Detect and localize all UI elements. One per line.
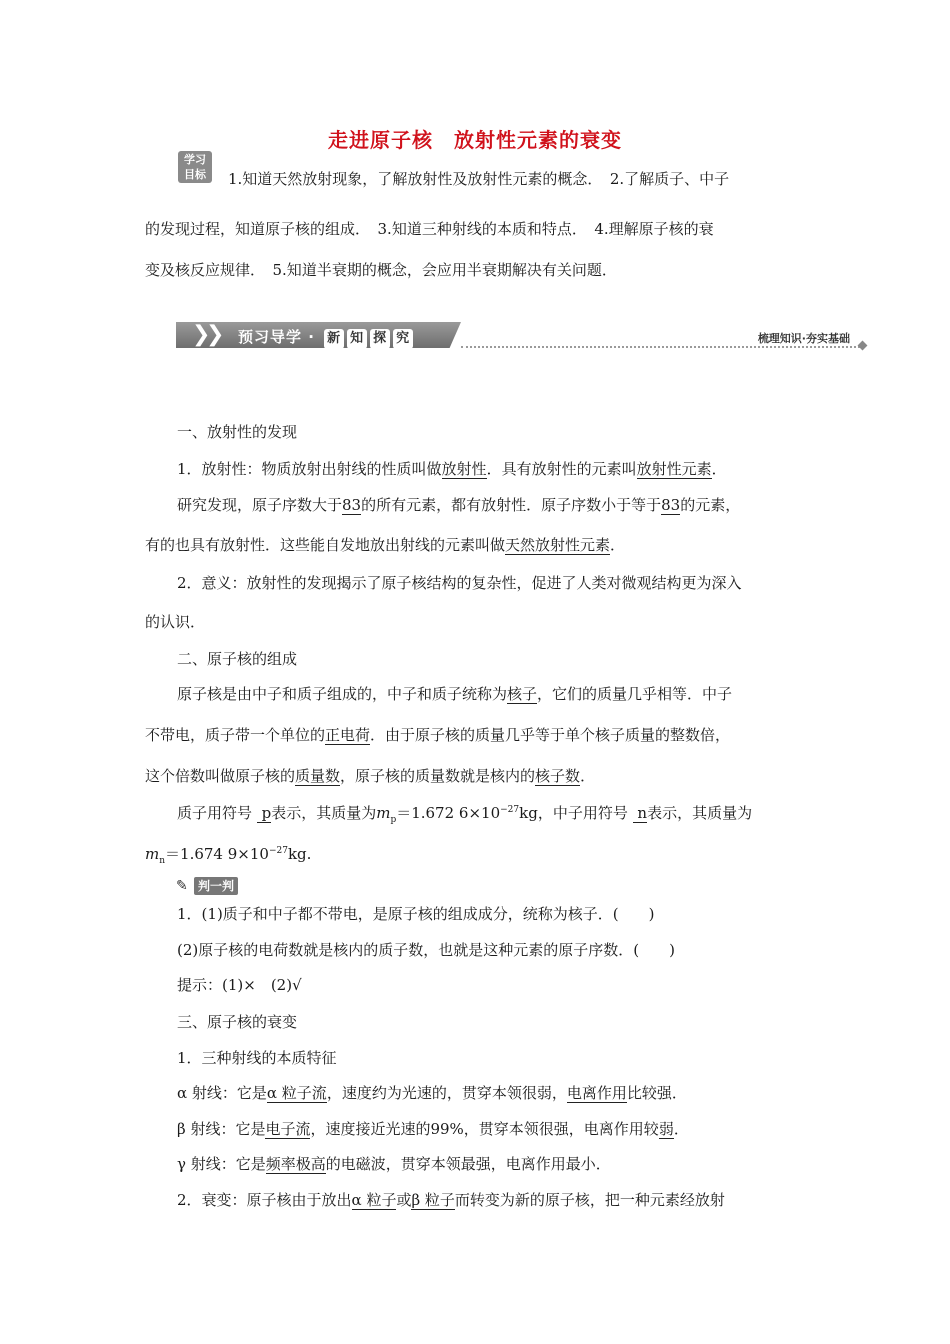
- chevron-right-icon: ❯: [206, 322, 225, 347]
- answer-blank: p: [257, 804, 271, 823]
- banner-key-3: 探: [370, 329, 390, 349]
- answer-blank: 83: [661, 496, 681, 514]
- paragraph: α 射线：它是α 粒子流，速度约为光速的，贯穿本领很弱，电离作用比较强．: [177, 1084, 687, 1102]
- banner-dot: ·: [308, 328, 315, 346]
- banner-subtitle: 梳理知识·夯实基础: [757, 332, 850, 345]
- paragraph: 1．三种射线的本质特征: [177, 1049, 337, 1067]
- answer-blank: 核子数: [535, 767, 581, 785]
- banner-key-1: 新: [324, 329, 344, 349]
- chevron-right-icon: ❯: [192, 322, 211, 347]
- answer-blank: 电子流: [265, 1120, 311, 1138]
- answer-blank: 放射性元素: [636, 460, 712, 478]
- answer-blank: 83: [342, 496, 362, 514]
- pen-icon: ✎: [176, 878, 188, 894]
- answer-blank: β 粒子: [411, 1191, 455, 1209]
- paragraph: 有的也具有放射性．这些能自发地放出射线的元素叫做天然放射性元素．: [145, 536, 626, 554]
- banner-main-text: 预习导学: [238, 328, 303, 346]
- diamond-icon: [858, 341, 868, 351]
- goals-line-2: 的发现过程，知道原子核的组成． 3.知道三种射线的本质和特点． 4.理解原子核的衰: [145, 220, 714, 238]
- goals-line-3: 变及核反应规律． 5.知道半衰期的概念，会应用半衰期解决有关问题．: [145, 261, 617, 279]
- answer-blank: 正电荷: [325, 726, 371, 744]
- paragraph: 2．衰变：原子核由于放出α 粒子或β 粒子而转变为新的原子核，把一种元素经放射: [177, 1191, 725, 1209]
- paragraph: 的认识．: [145, 613, 206, 631]
- page-title: 走进原子核 放射性元素的衰变: [328, 128, 622, 152]
- banner-title: [238, 326, 413, 349]
- question-1: 1．(1)质子和中子都不带电，是原子核的组成成分，统称为核子．( ): [177, 905, 655, 923]
- question-2: (2)原子核的电荷数就是核内的质子数，也就是这种元素的原子序数．( ): [177, 941, 675, 959]
- badge-line-2: 目标: [184, 168, 206, 181]
- answer-blank: 频率极高: [265, 1155, 326, 1173]
- answer-blank: 核子: [507, 685, 538, 703]
- paragraph: β 射线：它是电子流，速度接近光速的99%，贯穿本领很强，电离作用较弱．: [177, 1120, 689, 1138]
- paragraph: 不带电，质子带一个单位的正电荷．由于原子核的质量几乎等于单个核子质量的整数倍，: [145, 726, 731, 744]
- answer-blank: α 粒子: [351, 1191, 397, 1209]
- answer-blank: 放射性: [441, 460, 487, 478]
- answer-blank: 弱: [658, 1120, 674, 1138]
- section-heading: 二、原子核的组成: [177, 650, 298, 668]
- answer-blank: n: [633, 804, 647, 823]
- section-heading: 三、原子核的衰变: [177, 1013, 298, 1031]
- hint: 提示：(1)× (2)√: [177, 976, 302, 994]
- banner-key-2: 知: [347, 329, 367, 349]
- section-banner: [176, 322, 868, 350]
- paragraph: 研究发现，原子序数大于83的所有元素，都有放射性．原子序数小于等于83的元素，: [177, 496, 741, 514]
- paragraph: 原子核是由中子和质子组成的，中子和质子统称为核子，它们的质量几乎相等．中子: [177, 685, 733, 703]
- badge-line-1: 学习: [184, 153, 206, 166]
- judge-label: 判一判: [194, 877, 238, 895]
- paragraph: $m_n=1.674$ $9\times 10^{-27}kg$.: [145, 845, 312, 866]
- answer-blank: α 粒子流: [266, 1084, 327, 1102]
- answer-blank: 电离作用: [566, 1084, 627, 1102]
- paragraph: 质子用符号 p表示，其质量为$m_p=1.672$ $6\times 10^{-27}kg$，中子用符号 n表示，其质量为: [177, 804, 753, 825]
- paragraph: 1．放射性：物质放射出射线的性质叫做放射性．具有放射性的元素叫放射性元素．: [177, 460, 727, 478]
- answer-blank: 质量数: [295, 767, 341, 785]
- answer-blank: 天然放射性元素: [505, 536, 611, 554]
- section-heading: 一、放射性的发现: [177, 423, 298, 441]
- learning-goals-badge: [178, 151, 212, 183]
- paragraph: 这个倍数叫做原子核的质量数，原子核的质量数就是核内的核子数．: [145, 767, 596, 785]
- banner-key-4: 究: [393, 329, 413, 349]
- paragraph: γ 射线：它是频率极高的电磁波，贯穿本领最强，电离作用最小．: [177, 1155, 611, 1173]
- paragraph: 2．意义：放射性的发现揭示了原子核结构的复杂性，促进了人类对微观结构更为深入: [177, 574, 742, 592]
- banner-dotted-line: [461, 346, 860, 348]
- goals-line-1: 1.知道天然放射现象，了解放射性及放射性元素的概念． 2.了解质子、中子: [228, 170, 730, 188]
